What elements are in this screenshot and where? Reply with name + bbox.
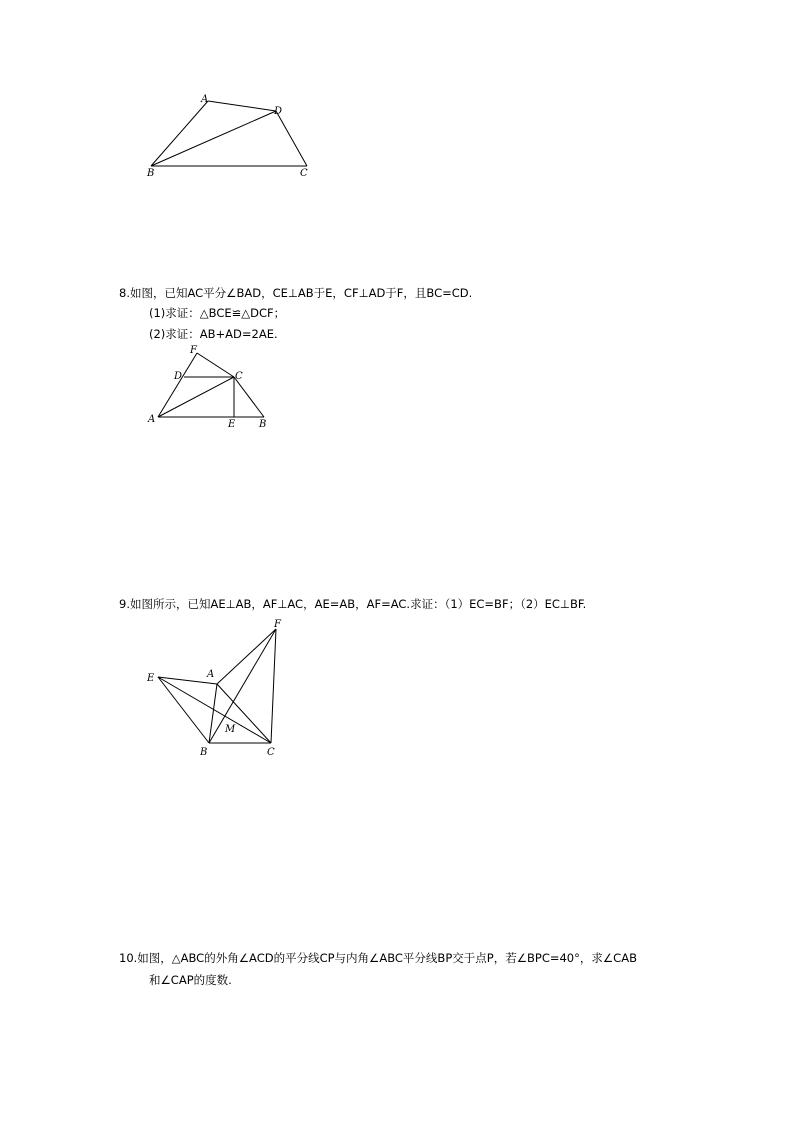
label-a: A [207,669,215,680]
quadrilateral-figure [0,0,794,200]
segment-ad [208,101,276,111]
segment-af [217,629,276,684]
label-m: M [225,724,236,735]
label-b: B [200,747,208,758]
label-e: E [147,673,155,684]
segment-ac [158,377,234,417]
q8-title: 8.如图，已知AC平分∠BAD，CE⊥AB于E，CF⊥AD于F，且BC=CD. [119,286,473,300]
label-d: D [174,371,183,382]
label-a: A [201,94,209,105]
q8-part2: (2)求证：AB+AD=2AE. [149,327,278,341]
segment-bd [151,111,276,166]
q10-line2: 和∠CAP的度数. [149,973,232,987]
label-e: E [228,419,236,430]
segment-cf [271,629,276,743]
q9-title: 9.如图所示，已知AE⊥AB，AF⊥AC，AE=AB，AF=AC.求证：（1）EC=BF；（2）EC⊥BF. [119,597,587,611]
label-c: C [235,371,243,382]
q8-figure [0,340,794,440]
segment-ab [209,684,217,743]
label-d: D [274,106,283,117]
segment-ab [151,101,208,166]
label-b: B [147,168,155,179]
segment-dc [276,111,307,166]
segment-eb [158,677,209,743]
segment-cb [234,377,264,417]
label-c: C [267,747,275,758]
segment-fc [197,353,234,377]
label-b: B [259,419,267,430]
segment-af [158,353,197,417]
label-a: A [148,414,156,425]
label-f: F [274,619,281,630]
q9-figure [0,600,794,770]
q10-line1: 10.如图，△ABC的外角∠ACD的平分线CP与内角∠ABC平分线BP交于点P，若∠BPC=40°，求∠CAB [119,951,637,965]
label-f: F [190,345,197,356]
q8-part1: (1)求证：△BCE≌△DCF； [149,306,286,320]
label-c: C [300,168,308,179]
